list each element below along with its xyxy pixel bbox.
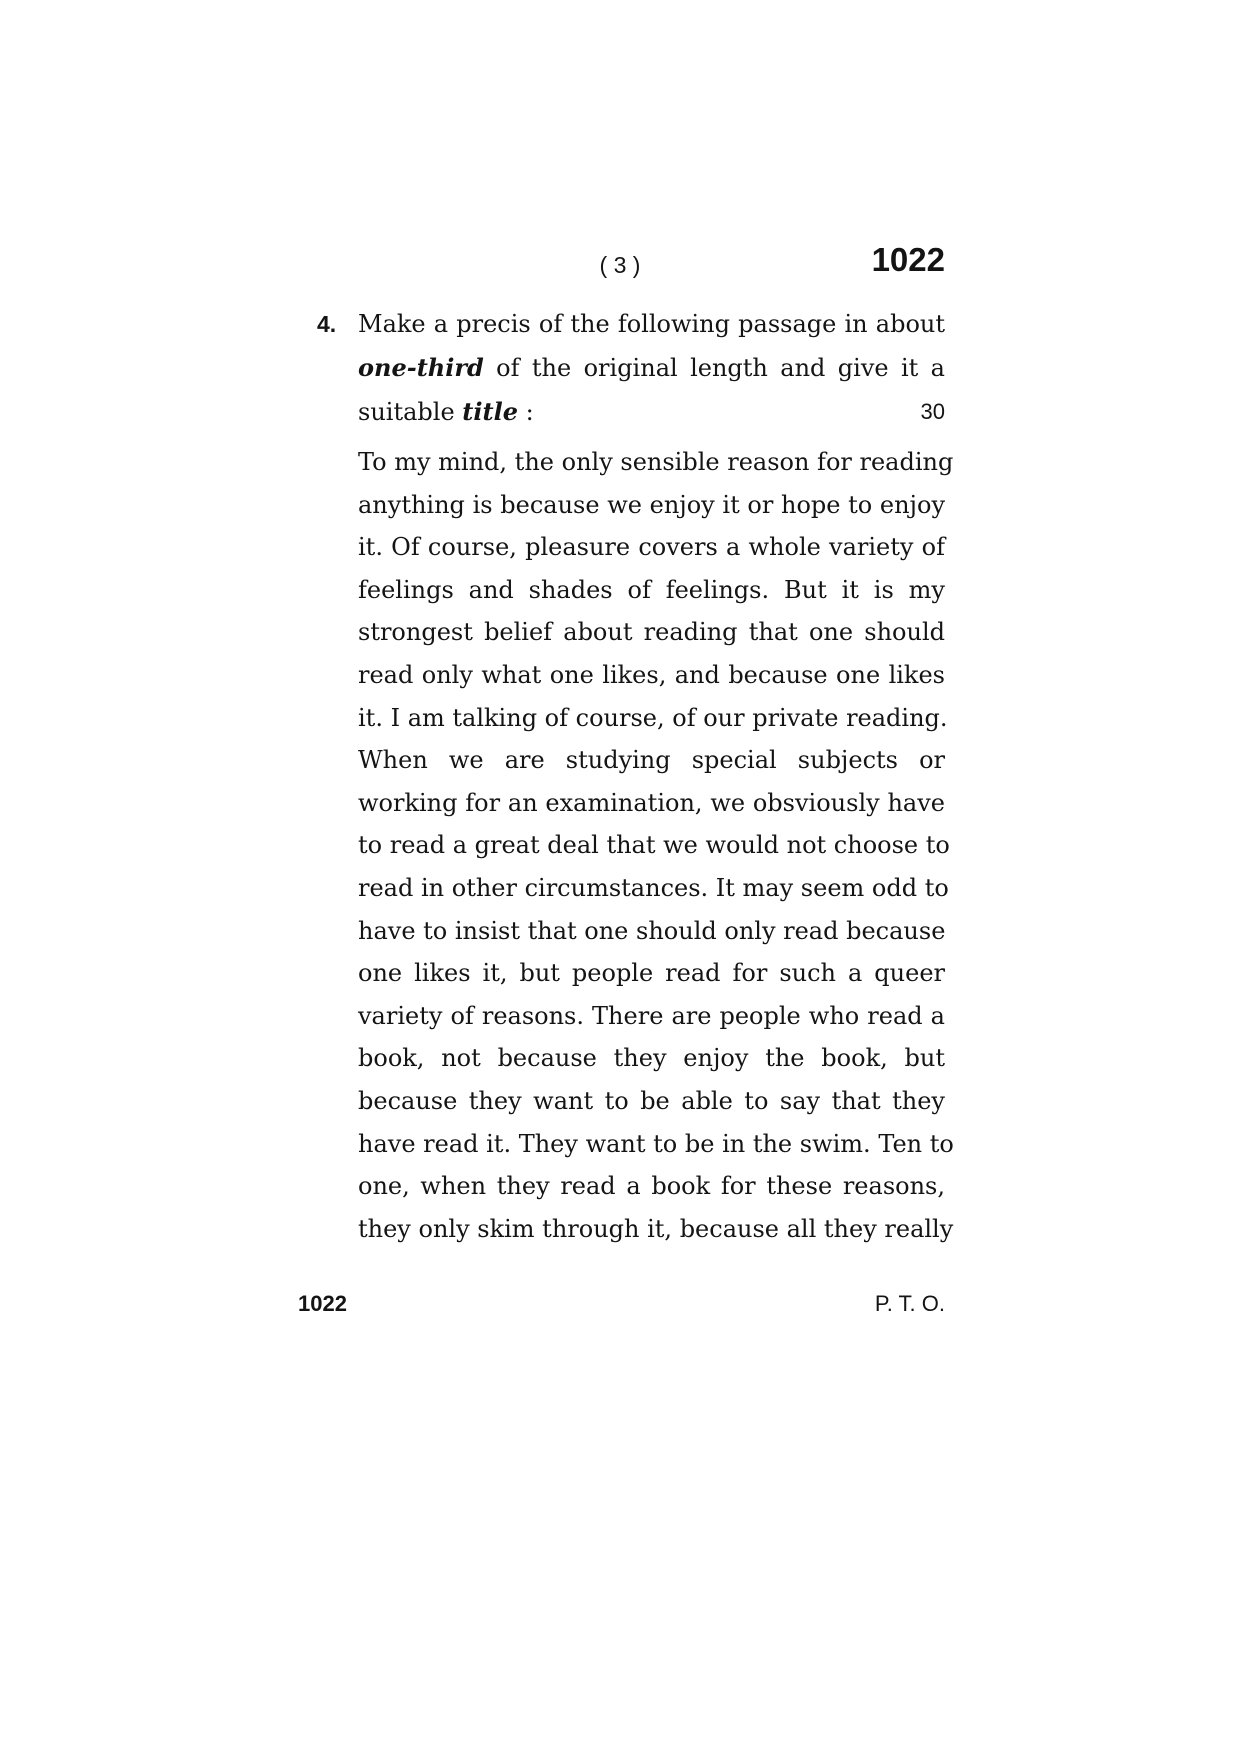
passage-line: it. I am talking of course, of our private reading.	[358, 703, 948, 732]
passage-line: read in other circumstances. It may seem odd to	[358, 873, 949, 902]
passage-line: one likes it, but people read for such a queer	[358, 959, 945, 988]
passage-line: they only skim through it, because all they really	[358, 1214, 954, 1243]
length-emphasis: one-third	[358, 353, 484, 382]
question-line-3	[358, 390, 945, 434]
passage-line: to read a great deal that we would not choose to	[358, 831, 950, 860]
passage	[358, 441, 954, 1250]
passage-line: have read it. They want to be in the swim. Ten to	[358, 1129, 954, 1158]
passage-line: When we are studying special subjects or	[358, 746, 945, 775]
question-line-1: Make a precis of the following passage in about	[358, 310, 945, 338]
passage-line: read only what one likes, and because one likes	[358, 660, 945, 689]
paper-code-top: 1022	[871, 241, 945, 278]
question-line-2-rest: of the original length and give it a	[496, 354, 945, 382]
passage-line: working for an examination, we obsviously have	[358, 788, 945, 817]
question-line-3-start: suitable	[358, 398, 455, 426]
passage-line: strongest belief about reading that one should	[358, 618, 945, 647]
question-marks: 30	[920, 399, 945, 424]
passage-line: feelings and shades of feelings. But it is my	[358, 575, 945, 604]
paper-code-footer: 1022	[298, 1291, 347, 1316]
question-line-2	[358, 346, 945, 390]
passage-line: because they want to be able to say that they	[358, 1086, 945, 1115]
question-line-3-end: :	[525, 398, 534, 426]
passage-line: anything is because we enjoy it or hope to enjoy	[358, 490, 945, 519]
passage-line: To my mind, the only sensible reason for reading	[358, 448, 954, 476]
passage-line: variety of reasons. There are people who read a	[358, 1001, 945, 1030]
question-text	[358, 303, 945, 434]
title-emphasis: title	[462, 397, 518, 426]
question-number: 4.	[317, 311, 337, 337]
passage-line: book, not because they enjoy the book, but	[358, 1044, 945, 1073]
page-number: ( 3 )	[599, 252, 641, 278]
passage-line: it. Of course, pleasure covers a whole variety of	[358, 533, 945, 562]
passage-line: have to insist that one should only read because	[358, 916, 946, 945]
please-turn-over: P. T. O.	[874, 1291, 945, 1316]
passage-line: one, when they read a book for these reasons,	[358, 1172, 945, 1201]
